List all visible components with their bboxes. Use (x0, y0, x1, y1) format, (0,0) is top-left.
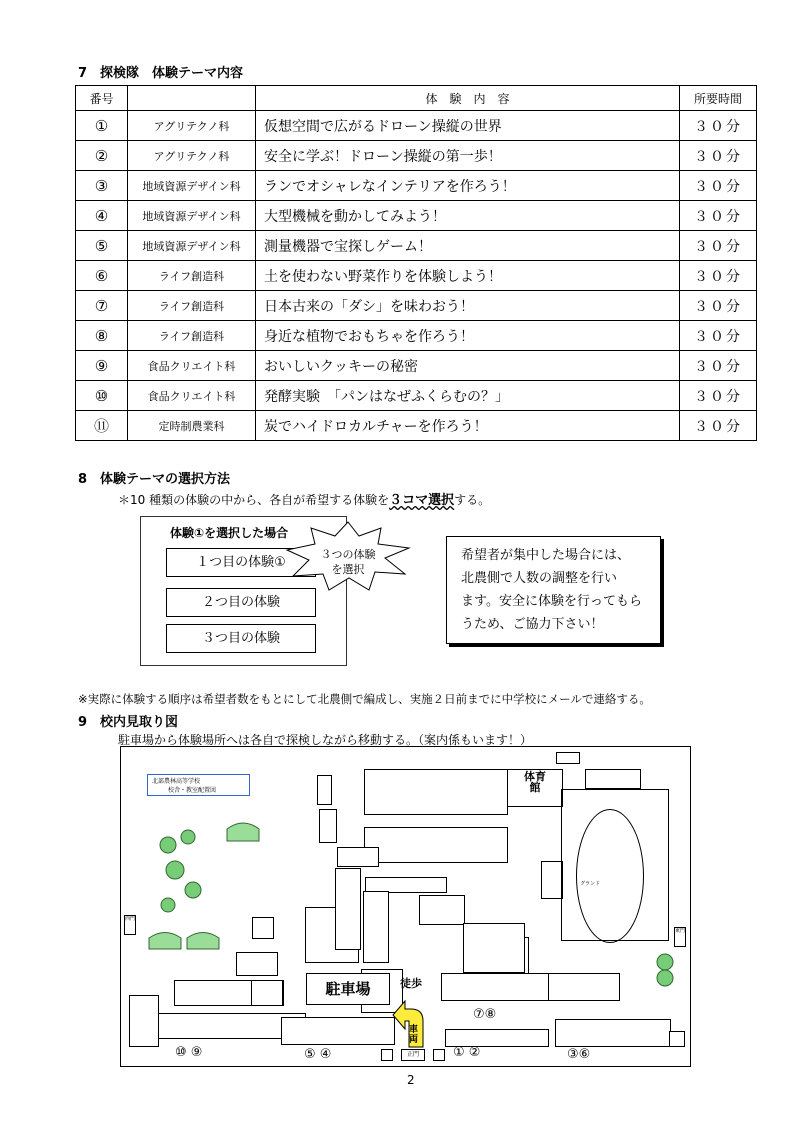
row-number: ③ (76, 171, 128, 201)
table-row (76, 171, 757, 201)
walk-label: 徒歩 (400, 977, 422, 990)
row-time: ３０分 (680, 141, 757, 171)
notice-line-4: うため、ご協力下さい！ (461, 617, 604, 632)
page-number: 2 (407, 1073, 415, 1087)
row-number: ⑤ (76, 231, 128, 261)
notice-line-2: 北農側で人数の調整を行い (461, 571, 618, 586)
car-label (409, 1025, 418, 1045)
row-number: ⑦ (76, 291, 128, 321)
row-theme: おいしいクッキーの秘密 (256, 351, 680, 381)
row-dept: ライフ創造科 (128, 291, 256, 321)
gymnasium (507, 769, 563, 807)
map-title-line-1: 北部農林高等学校 (152, 778, 201, 785)
location-1-2: ① ② (453, 1045, 481, 1060)
building (541, 861, 563, 899)
row-number: ⑨ (76, 351, 128, 381)
row-number: ⑧ (76, 321, 128, 351)
notice-line-3: ます。安全に体験を行ってもら (461, 594, 642, 609)
row-dept: ライフ創造科 (128, 321, 256, 351)
building-block (281, 1017, 395, 1045)
building (585, 769, 641, 789)
row-time: ３０分 (680, 411, 757, 441)
row-dept: 地域資源デザイン科 (128, 201, 256, 231)
map-title-box (147, 774, 250, 796)
column-header-dept (128, 86, 256, 111)
gate-main: 正門 (401, 1049, 425, 1061)
experience-table (75, 85, 757, 441)
building (669, 1031, 685, 1047)
ground-label: グランド (580, 881, 601, 887)
row-number: ② (76, 141, 128, 171)
building (463, 923, 525, 973)
building (335, 868, 361, 950)
row-theme: 大型機械を動かしてみよう！ (256, 201, 680, 231)
table-row (76, 381, 757, 411)
section9-heading: 9 校内見取り図 (78, 715, 179, 730)
row-number: ① (76, 111, 128, 141)
row-dept: アグリテクノ科 (128, 111, 256, 141)
row-time: ３０分 (680, 381, 757, 411)
greenhouse-icon (225, 819, 261, 843)
building (337, 847, 379, 867)
location-5-4: ⑤ ④ (304, 1047, 332, 1062)
campus-map (120, 746, 691, 1067)
building-block (555, 1019, 671, 1047)
building (251, 980, 283, 1006)
row-time: ３０分 (680, 171, 757, 201)
car-line-2: 両 (409, 1035, 419, 1045)
building-block (364, 827, 508, 863)
greenhouse-icon (147, 929, 183, 951)
row-theme: 身近な植物でおもちゃを作ろう！ (256, 321, 680, 351)
gate-west: 西門 (124, 915, 136, 935)
row-theme: 安全に学ぶ！ドローン操縦の第一歩！ (256, 141, 680, 171)
table-row (76, 141, 757, 171)
location-10-9: ⑩ ⑨ (175, 1045, 203, 1060)
burst-line-1: ３つの体験 (320, 548, 376, 561)
ground (561, 789, 669, 941)
row-time: ３０分 (680, 201, 757, 231)
tree-cluster-icon (153, 825, 213, 921)
building (548, 973, 620, 1001)
intro-emphasis: ３コマ選択 (389, 493, 455, 508)
row-dept: 定時制農業科 (128, 411, 256, 441)
intro-prefix: ＊10 種類の体験の中から、各自が希望する体験を (118, 493, 390, 507)
row-theme: 仮想空間で広がるドローン操縦の世界 (256, 111, 680, 141)
table-row (76, 321, 757, 351)
table-row (76, 201, 757, 231)
slot-3: ３つ目の体験 (166, 624, 316, 653)
burst-text (313, 547, 383, 577)
slot-1: １つ目の体験① (166, 548, 316, 577)
column-header-content: 体 験 内 容 (256, 86, 680, 111)
row-time: ３０分 (680, 261, 757, 291)
parking-lot: 駐車場 (306, 973, 390, 1005)
building (129, 995, 159, 1047)
row-number: ④ (76, 201, 128, 231)
slot-2: ２つ目の体験 (166, 588, 316, 617)
section8-heading: 8 体験テーマの選択方法 (78, 472, 231, 487)
row-dept: 食品クリエイト科 (128, 381, 256, 411)
table-row (76, 231, 757, 261)
row-dept: ライフ創造科 (128, 261, 256, 291)
table-row (76, 291, 757, 321)
row-theme: ランでオシャレなインテリアを作ろう！ (256, 171, 680, 201)
row-theme: 測量機器で宝探しゲーム！ (256, 231, 680, 261)
row-time: ３０分 (680, 231, 757, 261)
table-row (76, 351, 757, 381)
section8-intro (118, 489, 490, 508)
building-block (441, 973, 555, 1001)
row-number: ⑩ (76, 381, 128, 411)
building (363, 891, 389, 963)
row-theme: 日本古来の「ダシ」を味わおう！ (256, 291, 680, 321)
row-theme: 炭でハイドロカルチャーを作ろう！ (256, 411, 680, 441)
row-number: ⑪ (76, 411, 128, 441)
car-line-1: 車 (409, 1025, 419, 1035)
notice-box (446, 536, 661, 644)
location-78: ⑦⑧ (473, 1007, 497, 1022)
section9-intro: 駐車場から体験場所へは各自で探検しながら移動する。（案内係もいます！） (118, 733, 533, 747)
footnote: ※実際に体験する順序は希望者数をもとにして北農側で編成し、実施２日前までに中学校にメールで連絡する。 (78, 692, 651, 706)
table-row (76, 111, 757, 141)
greenhouse-icon (185, 929, 221, 951)
column-header-number: 番号 (76, 86, 128, 111)
row-time: ３０分 (680, 321, 757, 351)
building (419, 895, 465, 925)
gate-post (381, 1049, 393, 1061)
row-number: ⑥ (76, 261, 128, 291)
burst-line-2: を選択 (331, 563, 365, 576)
table-row (76, 411, 757, 441)
building (252, 917, 274, 939)
column-header-time: 所要時間 (680, 86, 757, 111)
map-title-line-2: 校舎・教室配置図 (168, 787, 217, 794)
row-dept: 地域資源デザイン科 (128, 171, 256, 201)
row-time: ３０分 (680, 351, 757, 381)
building (317, 775, 332, 805)
building-block (364, 769, 508, 815)
row-dept: 食品クリエイト科 (128, 351, 256, 381)
notice-line-1: 希望者が集中した場合には、 (461, 548, 631, 563)
gym-label: 体育館 (524, 770, 546, 794)
row-theme: 土を使わない野菜作りを体験しよう！ (256, 261, 680, 291)
gate-north (556, 752, 580, 764)
table-row (76, 261, 757, 291)
gate-east: 東門 (674, 927, 686, 947)
gate-post (433, 1049, 445, 1061)
row-time: ３０分 (680, 291, 757, 321)
building (236, 952, 278, 976)
row-dept: アグリテクノ科 (128, 141, 256, 171)
section7-heading: 7 探検隊 体験テーマ内容 (78, 66, 244, 81)
tree-icon (651, 950, 681, 990)
row-dept: 地域資源デザイン科 (128, 231, 256, 261)
table-header-row (76, 86, 757, 111)
row-time: ３０分 (680, 111, 757, 141)
location-3-6: ③⑥ (567, 1047, 591, 1062)
building (319, 809, 337, 843)
intro-suffix: する。 (454, 493, 491, 507)
example-title: 体験①を選択した場合 (170, 526, 289, 540)
row-theme: 発酵実験 「パンはなぜふくらむの？」 (256, 381, 680, 411)
